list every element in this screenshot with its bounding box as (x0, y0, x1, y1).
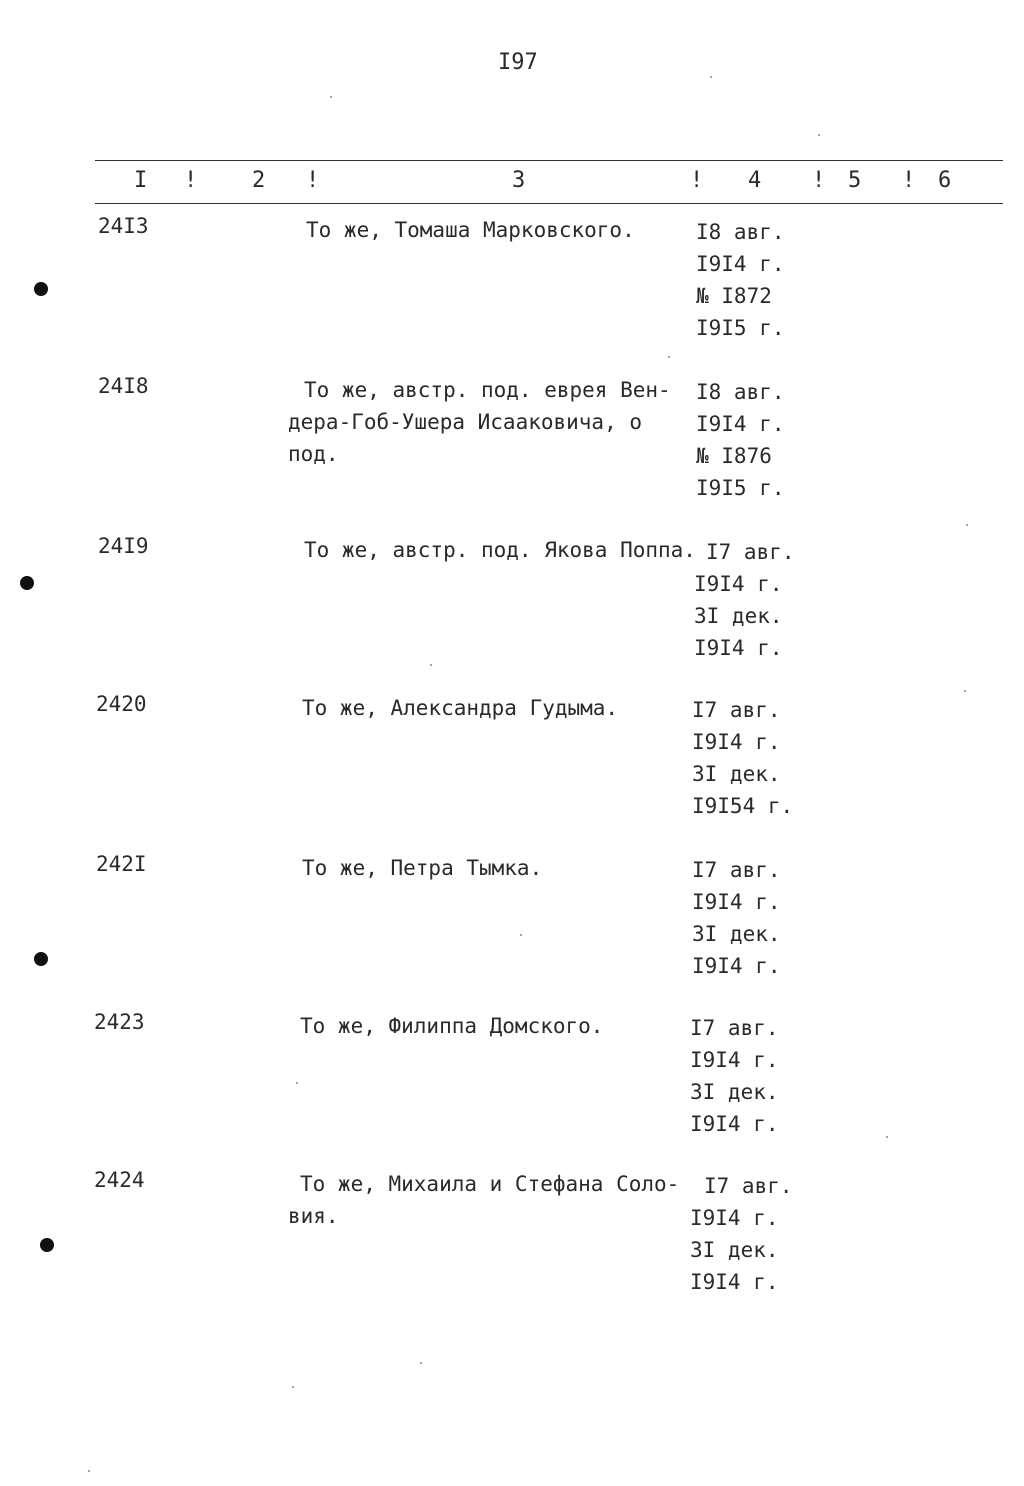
date-line: 3I дек. (690, 1238, 779, 1262)
entry-dates (694, 536, 795, 664)
description-line: под. (288, 442, 339, 466)
scan-speck (668, 356, 670, 358)
date-line: 3I дек. (690, 1080, 779, 1104)
table-row (0, 374, 1024, 524)
binder-hole-mark (34, 282, 48, 296)
date-line: 3I дек. (692, 762, 781, 786)
header-col-4: 4 (748, 168, 762, 193)
date-line: I7 авг. (690, 1016, 779, 1040)
scan-speck (966, 524, 968, 526)
date-line: I9I4 г. (692, 890, 781, 914)
description-line: То же, Филиппа Домского. (300, 1014, 604, 1038)
date-line: I9I4 г. (696, 252, 785, 276)
description-line: То же, австр. под. Якова Поппа. (304, 538, 696, 562)
scan-speck (292, 1386, 294, 1388)
date-line: I9I4 г. (690, 1112, 779, 1136)
description-line: вия. (288, 1204, 339, 1228)
entry-description (288, 1168, 679, 1232)
description-line: То же, Александра Гудыма. (302, 696, 619, 720)
header-col-2: 2 (252, 168, 266, 193)
table-row (0, 534, 1024, 684)
entry-dates (696, 376, 785, 504)
binder-hole-mark (20, 576, 34, 590)
entry-description (304, 534, 696, 566)
date-line: I9I5 г. (696, 316, 785, 340)
description-line: То же, Петра Тымка. (302, 856, 543, 880)
entry-description (302, 692, 618, 724)
entry-description (302, 852, 542, 884)
entry-description (306, 214, 635, 246)
date-line: I8 авг. (696, 380, 785, 404)
entry-number: 242I (96, 852, 147, 876)
binder-hole-mark (34, 952, 48, 966)
date-line: I9I4 г. (690, 1206, 779, 1230)
date-line: I9I54 г. (692, 794, 794, 818)
date-line: № I872 (696, 284, 772, 308)
header-col-3: 3 (512, 168, 526, 193)
entry-number: 24I3 (98, 214, 149, 238)
header-separator: ! (812, 168, 826, 193)
entry-dates (690, 1170, 793, 1298)
entry-dates (690, 1012, 779, 1140)
scan-speck (430, 664, 432, 666)
entry-dates (692, 854, 781, 982)
date-line: I9I4 г. (694, 572, 783, 596)
table-row (0, 214, 1024, 364)
scan-speck (520, 934, 522, 936)
scan-speck (330, 96, 332, 98)
header-col-6: 6 (938, 168, 952, 193)
scan-speck (710, 76, 712, 78)
header-separator: ! (690, 168, 704, 193)
header-bottom-rule (95, 203, 1003, 204)
table-row (0, 692, 1024, 842)
date-line: I9I4 г. (692, 730, 781, 754)
header-col-5: 5 (848, 168, 862, 193)
date-line: I8 авг. (696, 220, 785, 244)
entry-dates (692, 694, 793, 822)
table-row (0, 1168, 1024, 1318)
date-line: I7 авг. (692, 858, 781, 882)
entry-number: 24I8 (98, 374, 149, 398)
date-line: 3I дек. (694, 604, 783, 628)
entry-dates (696, 216, 785, 344)
date-line: I7 авг. (704, 1174, 793, 1198)
description-line: дера-Гоб-Ушера Исааковича, о (288, 410, 643, 434)
entry-number: 2420 (96, 692, 147, 716)
date-line: I9I4 г. (690, 1048, 779, 1072)
description-line: То же, Томаша Марковского. (306, 218, 635, 242)
scan-speck (818, 134, 820, 136)
date-line: I9I4 г. (692, 954, 781, 978)
scan-speck (296, 1082, 298, 1084)
scan-speck (88, 1470, 90, 1472)
entry-description (300, 1010, 603, 1042)
date-line: I9I4 г. (696, 412, 785, 436)
header-col-1: I (134, 168, 148, 193)
scan-speck (420, 1362, 422, 1364)
description-line: То же, австр. под. еврея Вен- (304, 378, 671, 402)
entry-number: 2424 (94, 1168, 145, 1192)
date-line: I9I5 г. (696, 476, 785, 500)
page-number: I97 (498, 50, 538, 75)
entry-description (288, 374, 671, 470)
description-line: То же, Михаила и Стефана Соло- (300, 1172, 680, 1196)
table-row (0, 852, 1024, 1002)
entry-number: 2423 (94, 1010, 145, 1034)
binder-hole-mark (40, 1238, 54, 1252)
scan-speck (886, 1136, 888, 1138)
date-line: I7 авг. (692, 698, 781, 722)
date-line: I9I4 г. (690, 1270, 779, 1294)
date-line: I7 авг. (706, 540, 795, 564)
scan-speck (964, 690, 966, 692)
entry-number: 24I9 (98, 534, 149, 558)
header-separator: ! (306, 168, 320, 193)
date-line: № I876 (696, 444, 772, 468)
header-separator: ! (184, 168, 198, 193)
header-top-rule (95, 160, 1003, 161)
header-separator: ! (902, 168, 916, 193)
table-row (0, 1010, 1024, 1160)
date-line: I9I4 г. (694, 636, 783, 660)
date-line: 3I дек. (692, 922, 781, 946)
